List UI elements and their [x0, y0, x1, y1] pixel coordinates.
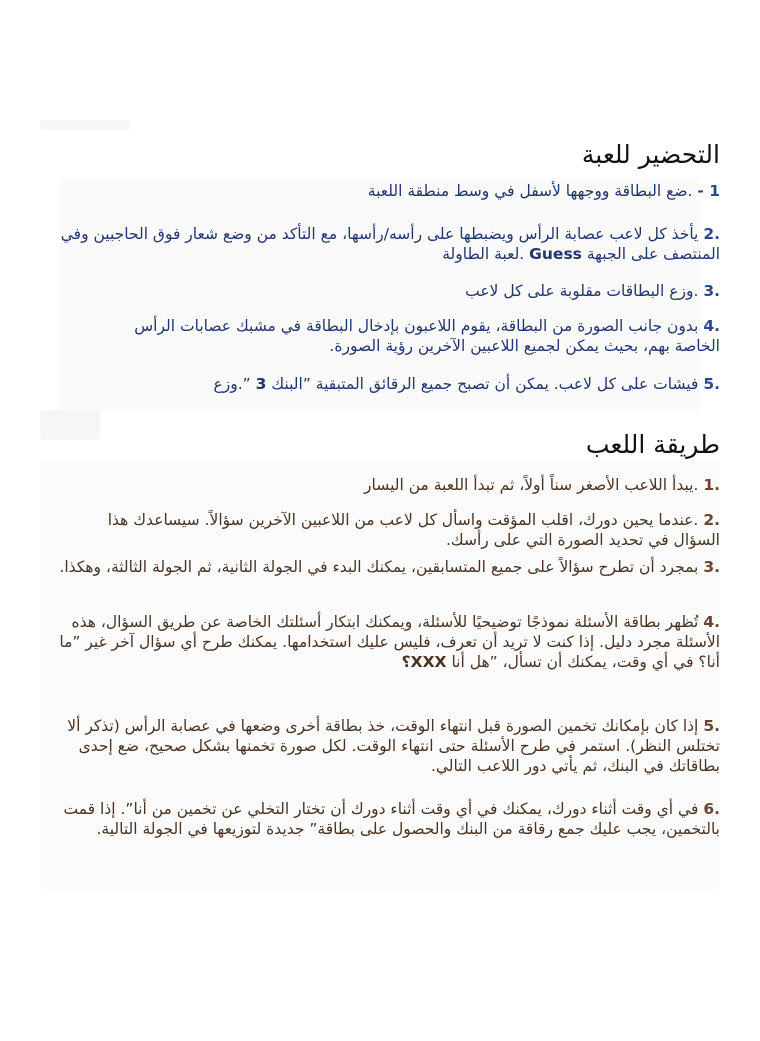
play-step-6	[50, 799, 720, 839]
step-text: .عندما يحين دورك، اقلب المؤقت واسأل كل لاعب من اللاعبين الآخرين سؤالاً. سيساعدك هذا السؤال في تحديد الصورة التي على رأسك.	[107, 511, 720, 549]
prep-step-5	[60, 374, 720, 394]
step-number: .4	[703, 317, 720, 335]
step-number: .4	[703, 613, 720, 631]
play-step-5	[50, 716, 720, 776]
step-number: .5	[703, 375, 720, 393]
gameplay-title: طريقة اللعب	[585, 430, 720, 459]
step-number: .3	[703, 282, 720, 300]
play-step-1	[60, 475, 720, 495]
step-number: 1 -	[697, 182, 720, 200]
step-text: .ضع البطاقة ووجهها لأسفل في وسط منطقة اللعبة	[367, 182, 693, 200]
step-number: .5	[703, 717, 720, 735]
background-smudge	[40, 120, 130, 130]
prep-step-1	[60, 181, 720, 201]
highlighted-word: Guess	[529, 245, 582, 263]
prep-step-3	[60, 281, 720, 301]
step-text: إذا كان بإمكانك تخمين الصورة قبل انتهاء الوقت، خذ بطاقة أخرى وضعها في عصابة الرأس (تذكر ألا تختلس النظر). استمر في طرح الأسئلة حتى انتهاء الوقت. لكل صورة تخمنها بشكل صحيح، ضع إحدى بطاقاتك في البنك، ثم يأتي دور اللاعب التالي.	[67, 717, 720, 775]
step-text-end: .لعبة الطاولة	[442, 245, 525, 263]
play-step-2	[60, 510, 720, 550]
step-text: بدون جانب الصورة من البطاقة، يقوم اللاعبون بإدخال البطاقة في مشبك عصابات الرأس الخاصة بهم، بحيث يمكن لجميع اللاعبين الآخرين رؤية الصورة.	[134, 317, 720, 355]
background-smudge	[40, 410, 100, 440]
step-number: .3	[703, 558, 720, 576]
step-text: تُظهر بطاقة الأسئلة نموذجًا توضيحيًا للأسئلة، ويمكنك ابتكار أسئلتك الخاصة عن طريق السؤال، هذه الأسئلة مجرد دليل. إذا كنت لا تريد أن تعرف، فليس عليك استخدامها. يمكنك طرح أي سؤال آخر غير ”ما أنا؟ في أي وقت، يمكنك أن تسأل، ”هل أنا	[59, 613, 720, 671]
step-text-end: ”.وزع	[213, 375, 251, 393]
highlighted-number: 3	[255, 375, 267, 393]
step-number: .2	[703, 225, 720, 243]
play-step-4	[35, 612, 720, 672]
step-text: .يبدأ اللاعب الأصغر سناً أولاً، ثم تبدأ اللعبة من اليسار	[364, 476, 699, 494]
highlighted-word: XXX؟	[401, 653, 447, 671]
step-text: بمجرد أن تطرح سؤالاً على جميع المتسابقين، يمكنك البدء في الجولة الثانية، ثم الجولة الثالثة، وهكذا.	[59, 558, 699, 576]
step-number: .2	[703, 511, 720, 529]
step-text: في أي وقت أثناء دورك، يمكنك في أي وقت أثناء دورك أن تختار التخلي عن تخمين من أنا”. إذا قمت بالتخمين، يجب عليك جمع رقاقة من البنك والحصول على بطاقة” جديدة لتوزيعها في الجولة التالية.	[63, 800, 720, 838]
step-text: يأخذ كل لاعب عصابة الرأس ويضبطها على رأسه/رأسها، مع التأكد من وضع شعار فوق الحاجبين وفي المنتصف على الجبهة	[60, 225, 720, 263]
prep-step-2	[40, 224, 720, 264]
prep-step-4	[110, 316, 720, 356]
play-step-3	[40, 557, 720, 577]
step-number: .1	[703, 476, 720, 494]
step-text: فيشات على كل لاعب. يمكن أن تصبح جميع الرقائق المتبقية ”البنك	[271, 375, 699, 393]
preparation-title: التحضير للعبة	[581, 140, 720, 169]
step-text: .وزع البطاقات مقلوبة على كل لاعب	[465, 282, 699, 300]
step-number: .6	[703, 800, 720, 818]
